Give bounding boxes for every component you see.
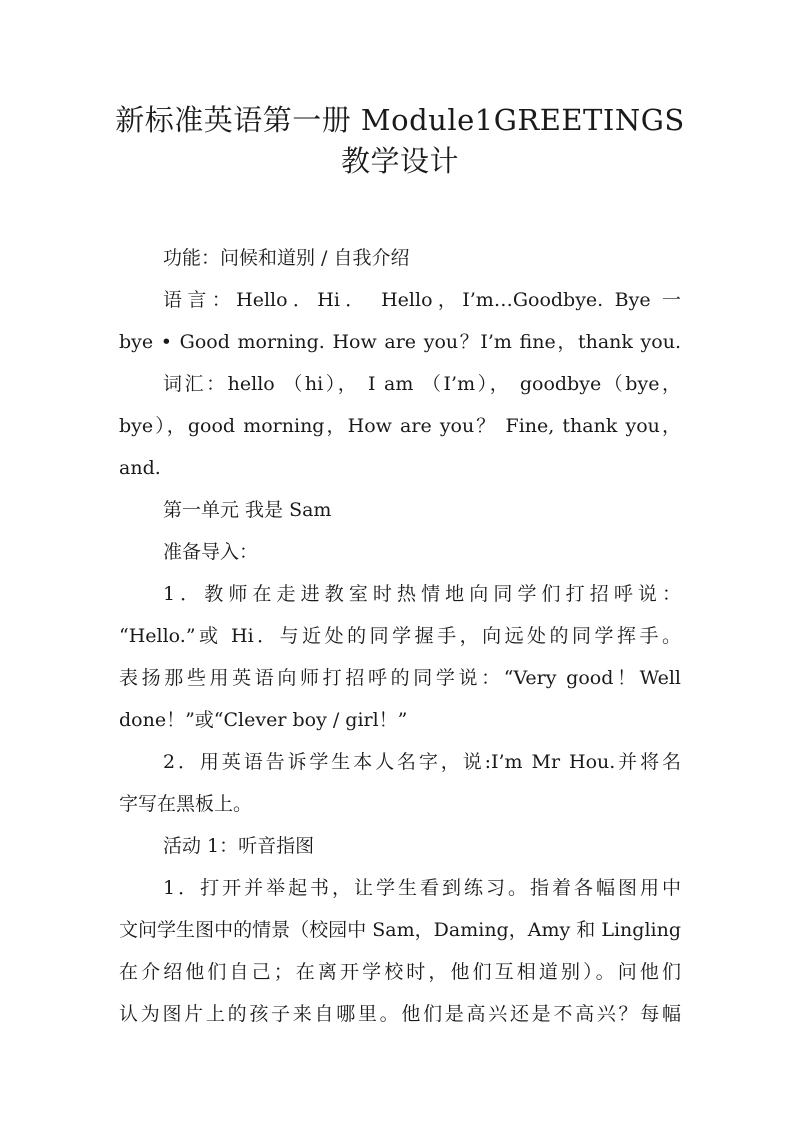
- body-line: 1．打开并举起书，让学生看到练习。指着各幅图用中: [163, 877, 681, 899]
- body-line: 1．教师在走进教室时热情地向同学们打招呼说：: [163, 583, 681, 605]
- language-line: 语言：Hello．Hi． Hello，I’m…Goodbye. Bye 一: [163, 289, 681, 311]
- section-heading-warmup: 准备导入：: [163, 541, 259, 563]
- body-line: and.: [119, 457, 161, 479]
- body-line: 2．用英语告诉学生本人名字，说:I’m Mr Hou.并将名: [163, 751, 681, 773]
- body-line: 字写在黑板上。: [119, 793, 253, 815]
- body-line: 在介绍他们自己；在离开学校时，他们互相道别）。问他们: [119, 961, 681, 983]
- body-line: 认为图片上的孩子来自哪里。他们是高兴还是不高兴？每幅: [119, 1003, 681, 1025]
- body-line: “Hello.”或 Hi．与近处的同学握手，向远处的同学挥手。: [119, 625, 681, 647]
- body-line: bye），good morning，How are you？ Fine, thank you，: [119, 415, 681, 437]
- body-line: done！”或“Clever boy / girl！”: [119, 709, 408, 731]
- body-line: bye • Good morning. How are you？I’m fine，thank you.: [119, 331, 681, 353]
- section-heading-activity: 活动 1：听音指图: [163, 835, 315, 857]
- document-title: 新标准英语第一册 Module1GREETINGS: [115, 103, 685, 137]
- function-line: 功能：问候和道别 / 自我介绍: [163, 247, 410, 269]
- body-line: 文问学生图中的情景（校园中 Sam，Daming，Amy 和 Lingling: [119, 919, 681, 941]
- document-subtitle: 教学设计: [340, 144, 459, 178]
- section-heading-unit: 第一单元 我是 Sam: [163, 499, 332, 521]
- body-line: 表扬那些用英语向师打招呼的同学说：“Very good！Well: [119, 667, 681, 689]
- vocabulary-line: 词汇：hello （hi）， I am （I’m）， goodbye（bye，: [163, 373, 681, 395]
